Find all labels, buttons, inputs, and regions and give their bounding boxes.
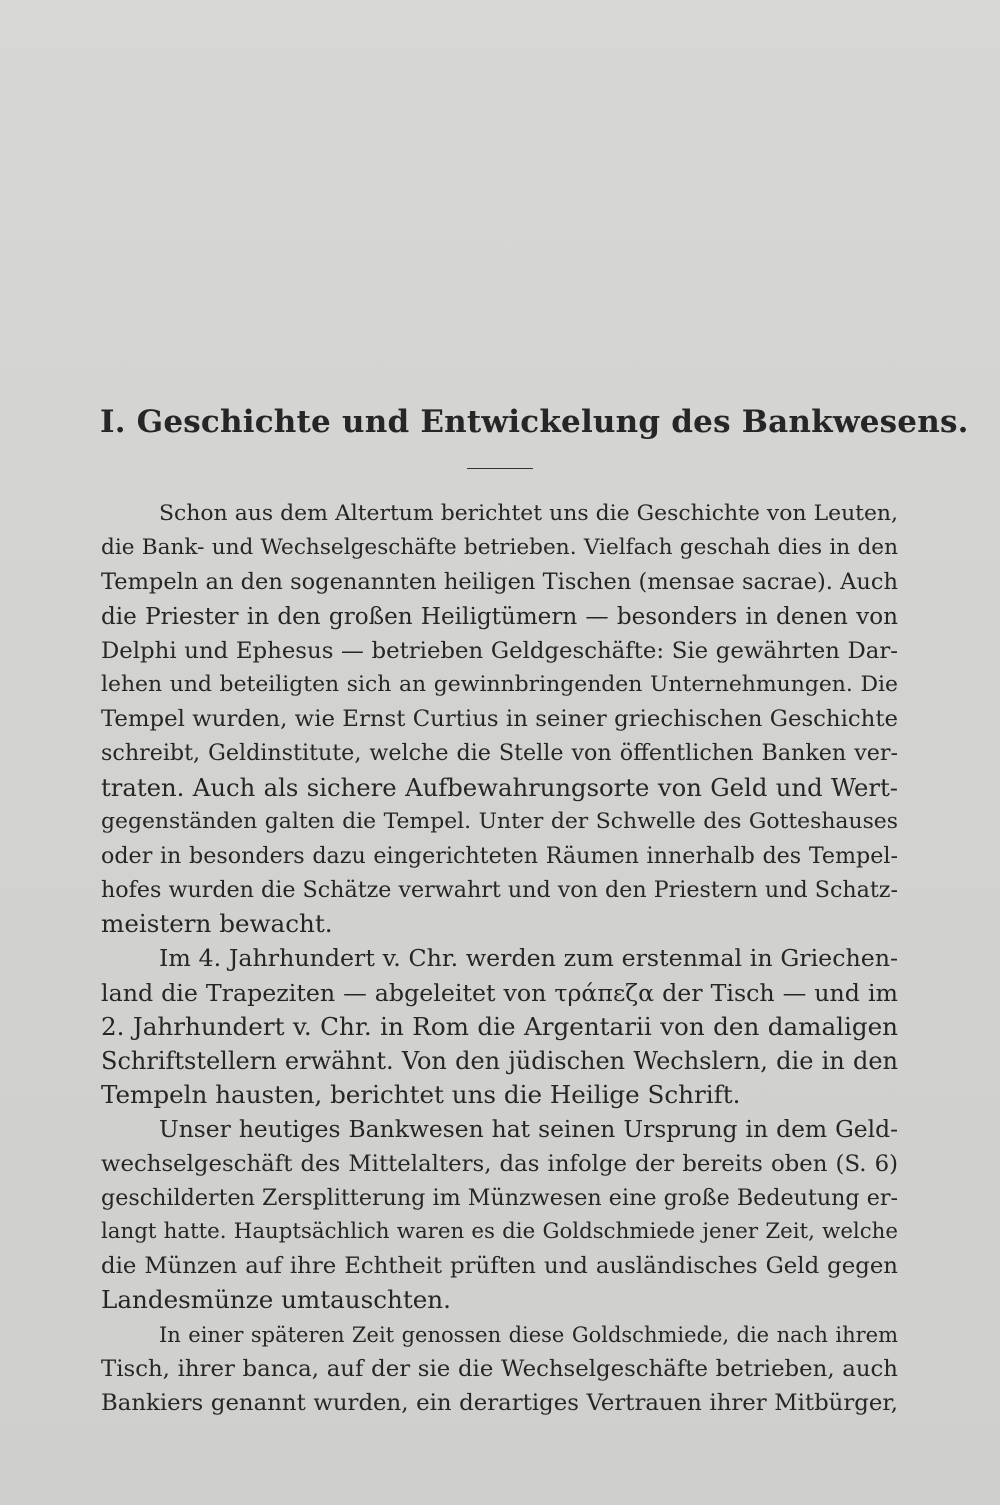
text-line: Tempel wurden, wie Ernst Curtius in seiner griechischen Geschichte (101, 706, 898, 733)
text-line: Tempeln hausten, berichtet uns die Heilige Schrift. (101, 1080, 741, 1110)
text-line: hofes wurden die Schätze verwahrt und von den Priestern und Schatz- (101, 877, 898, 904)
paragraph-1 (101, 497, 898, 941)
text-line: land die Trapeziten — abgeleitet von τράπεζα der Tisch — und im (101, 978, 898, 1007)
text-line: 2. Jahrhundert v. Chr. in Rom die Argentarii von den damaligen (101, 1011, 898, 1041)
paragraph-2 (101, 941, 898, 1112)
text-line: Tisch, ihrer banca, auf der sie die Wechselgeschäfte betrieben, auch (101, 1355, 898, 1382)
text-line: die Priester in den großen Heiligtümern — besonders in denen von (101, 603, 898, 630)
text-line: oder in besonders dazu eingerichteten Räumen innerhalb des Tempel- (101, 842, 898, 869)
text-line: lehen und beteiligten sich an gewinnbringenden Unternehmungen. Die (101, 671, 898, 697)
text-line: gegenständen galten die Tempel. Unter der Schwelle des Gotteshauses (101, 808, 898, 834)
paragraph-3 (101, 1112, 898, 1317)
text-line: traten. Auch als sichere Aufbewahrungsorte von Geld und Wert- (101, 772, 898, 802)
text-line: Im 4. Jahrhundert v. Chr. werden zum erstenmal in Griechen- (159, 944, 898, 973)
paragraph-4 (101, 1318, 898, 1421)
text-line: Schon aus dem Altertum berichtet uns die Geschichte von Leuten, (159, 501, 898, 526)
text-line: Unser heutiges Bankwesen hat seinen Ursprung in dem Geld- (159, 1115, 898, 1144)
text-line: meistern bewacht. (101, 909, 333, 939)
text-line: Schriftstellern erwähnt. Von den jüdischen Wechslern, die in den (101, 1047, 898, 1075)
text-line: Landesmünze umtauschten. (101, 1285, 451, 1315)
text-line: wechselgeschäft des Mittelalters, das infolge der bereits oben (S. 6) (101, 1150, 898, 1177)
body-text (101, 497, 898, 1420)
chapter-heading: I. Geschichte und Entwickelung des Bankwesens. (100, 404, 969, 440)
text-line: In einer späteren Zeit genossen diese Goldschmiede, die nach ihrem (159, 1322, 898, 1347)
text-line: die Münzen auf ihre Echtheit prüften und ausländisches Geld gegen (101, 1253, 898, 1280)
heading-divider (467, 468, 533, 469)
text-line: Bankiers genannt wurden, ein derartiges Vertrauen ihrer Mitbürger, (101, 1389, 898, 1416)
text-line: schreibt, Geldinstitute, welche die Stelle von öffentlichen Banken ver- (101, 740, 898, 767)
text-line: die Bank- und Wechselgeschäfte betrieben. Vielfach geschah dies in den (101, 535, 898, 561)
text-line: geschilderten Zersplitterung im Münzwesen eine große Bedeutung er- (101, 1184, 898, 1211)
text-line: Delphi und Ephesus — betrieben Geldgeschäfte: Sie gewährten Dar- (101, 637, 898, 664)
text-line: Tempeln an den sogenannten heiligen Tischen (mensae sacrae). Auch (101, 569, 898, 596)
text-line: langt hatte. Hauptsächlich waren es die Goldschmiede jener Zeit, welche (101, 1218, 898, 1244)
